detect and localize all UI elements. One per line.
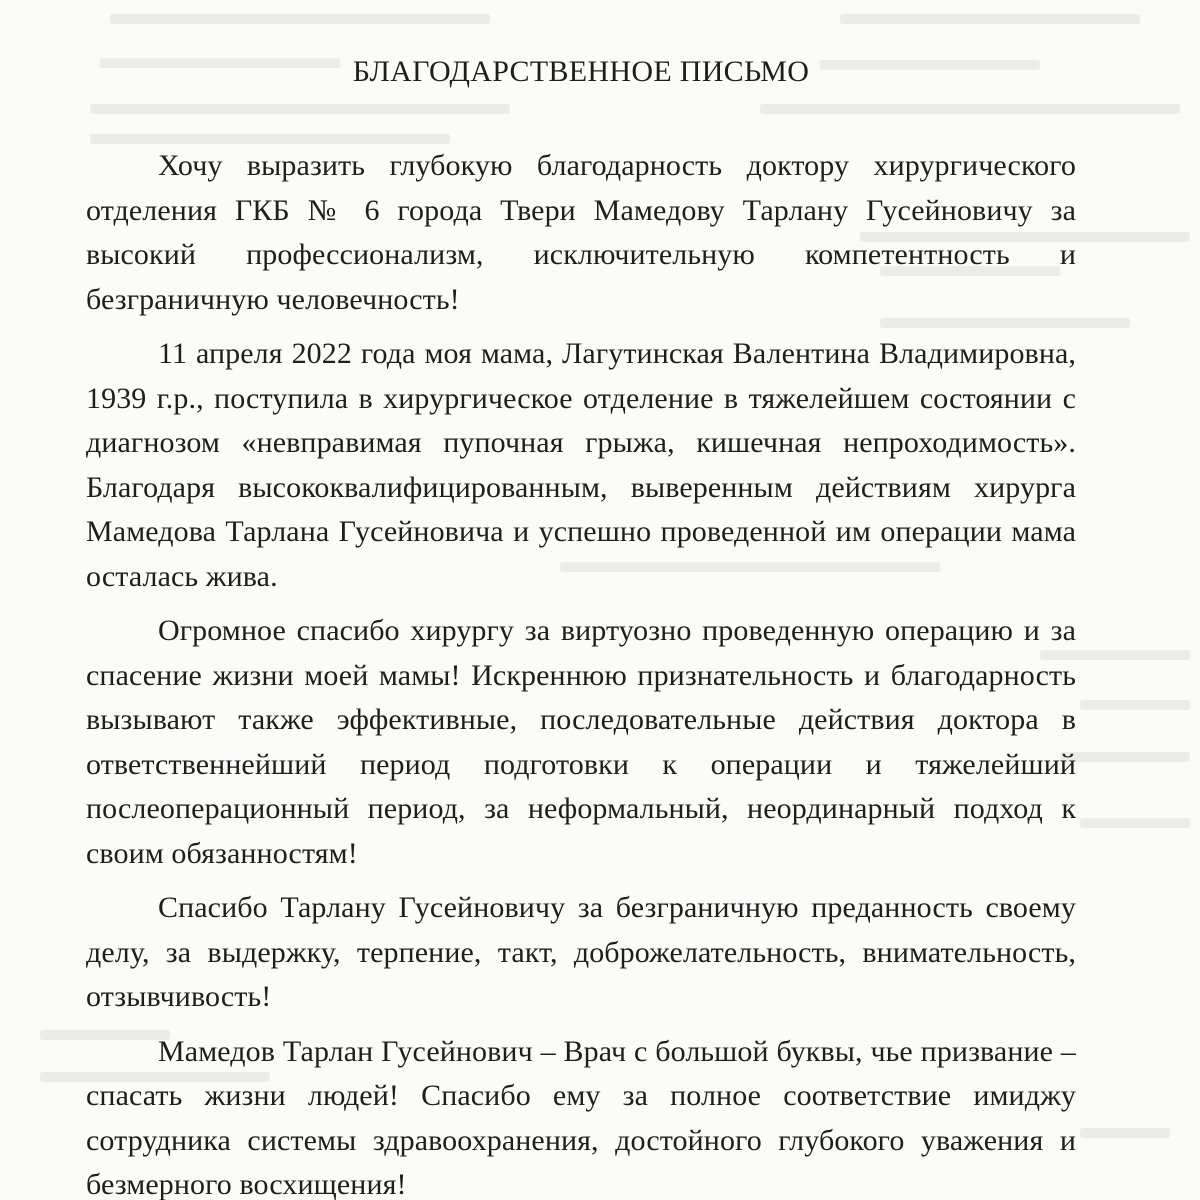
bleed-through-mark: [1060, 752, 1190, 762]
letter-title: БЛАГОДАРСТВЕННОЕ ПИСЬМО: [352, 55, 810, 88]
bleed-through-mark: [1080, 1128, 1170, 1138]
bleed-through-mark: [1080, 700, 1190, 710]
bleed-through-mark: [110, 14, 490, 24]
letter-body: [86, 52, 1076, 1200]
letter-paragraph: Хочу выразить глубокую благодарность доктору хирургического отделения ГКБ № 6 города Твери Мамедову Тарлану Гусейновичу за высокий профессионализм, исключительную компетентность и безграничную человечность!: [86, 149, 1076, 316]
bleed-through-mark: [1080, 818, 1190, 828]
letter-paragraph: Огромное спасибо хирургу за виртуозно проведенную операцию и за спасение жизни моей мамы! Искреннюю признательность и благодарность вызывают также эффективные, последовательные действия доктора в ответственнейший период подготовки к операции и тяжелейший послеоперационный период, за неформальный, неординарный подход к своим обязанностям!: [86, 614, 1076, 870]
letter-paragraph: Мамедов Тарлан Гусейнович – Врач с большой буквы, чье призвание – спасать жизни людей! Спасибо ему за полное соответствие имиджу сотрудника системы здравоохранения, достойного глубокого уважения и безмерного восхищения!: [86, 1034, 1076, 1200]
bleed-through-mark: [840, 14, 1140, 24]
letter-paragraph: Спасибо Тарлану Гусейновичу за безграничную преданность своему делу, за выдержку, терпение, такт, доброжелательность, внимательность, отзывчивость!: [86, 891, 1076, 1013]
letter-paragraph: 11 апреля 2022 года моя мама, Лагутинская Валентина Владимировна, 1939 г.р., поступила в хирургическое отделение в тяжелейшем состоянии с диагнозом «невправимая пупочная грыжа, кишечная непроходимость». Благодаря высококвалифицированным, выверенным действиям хирурга Мамедова Тарлана Гусейновича и успешно проведенной им операции мама осталась жива.: [86, 337, 1076, 593]
